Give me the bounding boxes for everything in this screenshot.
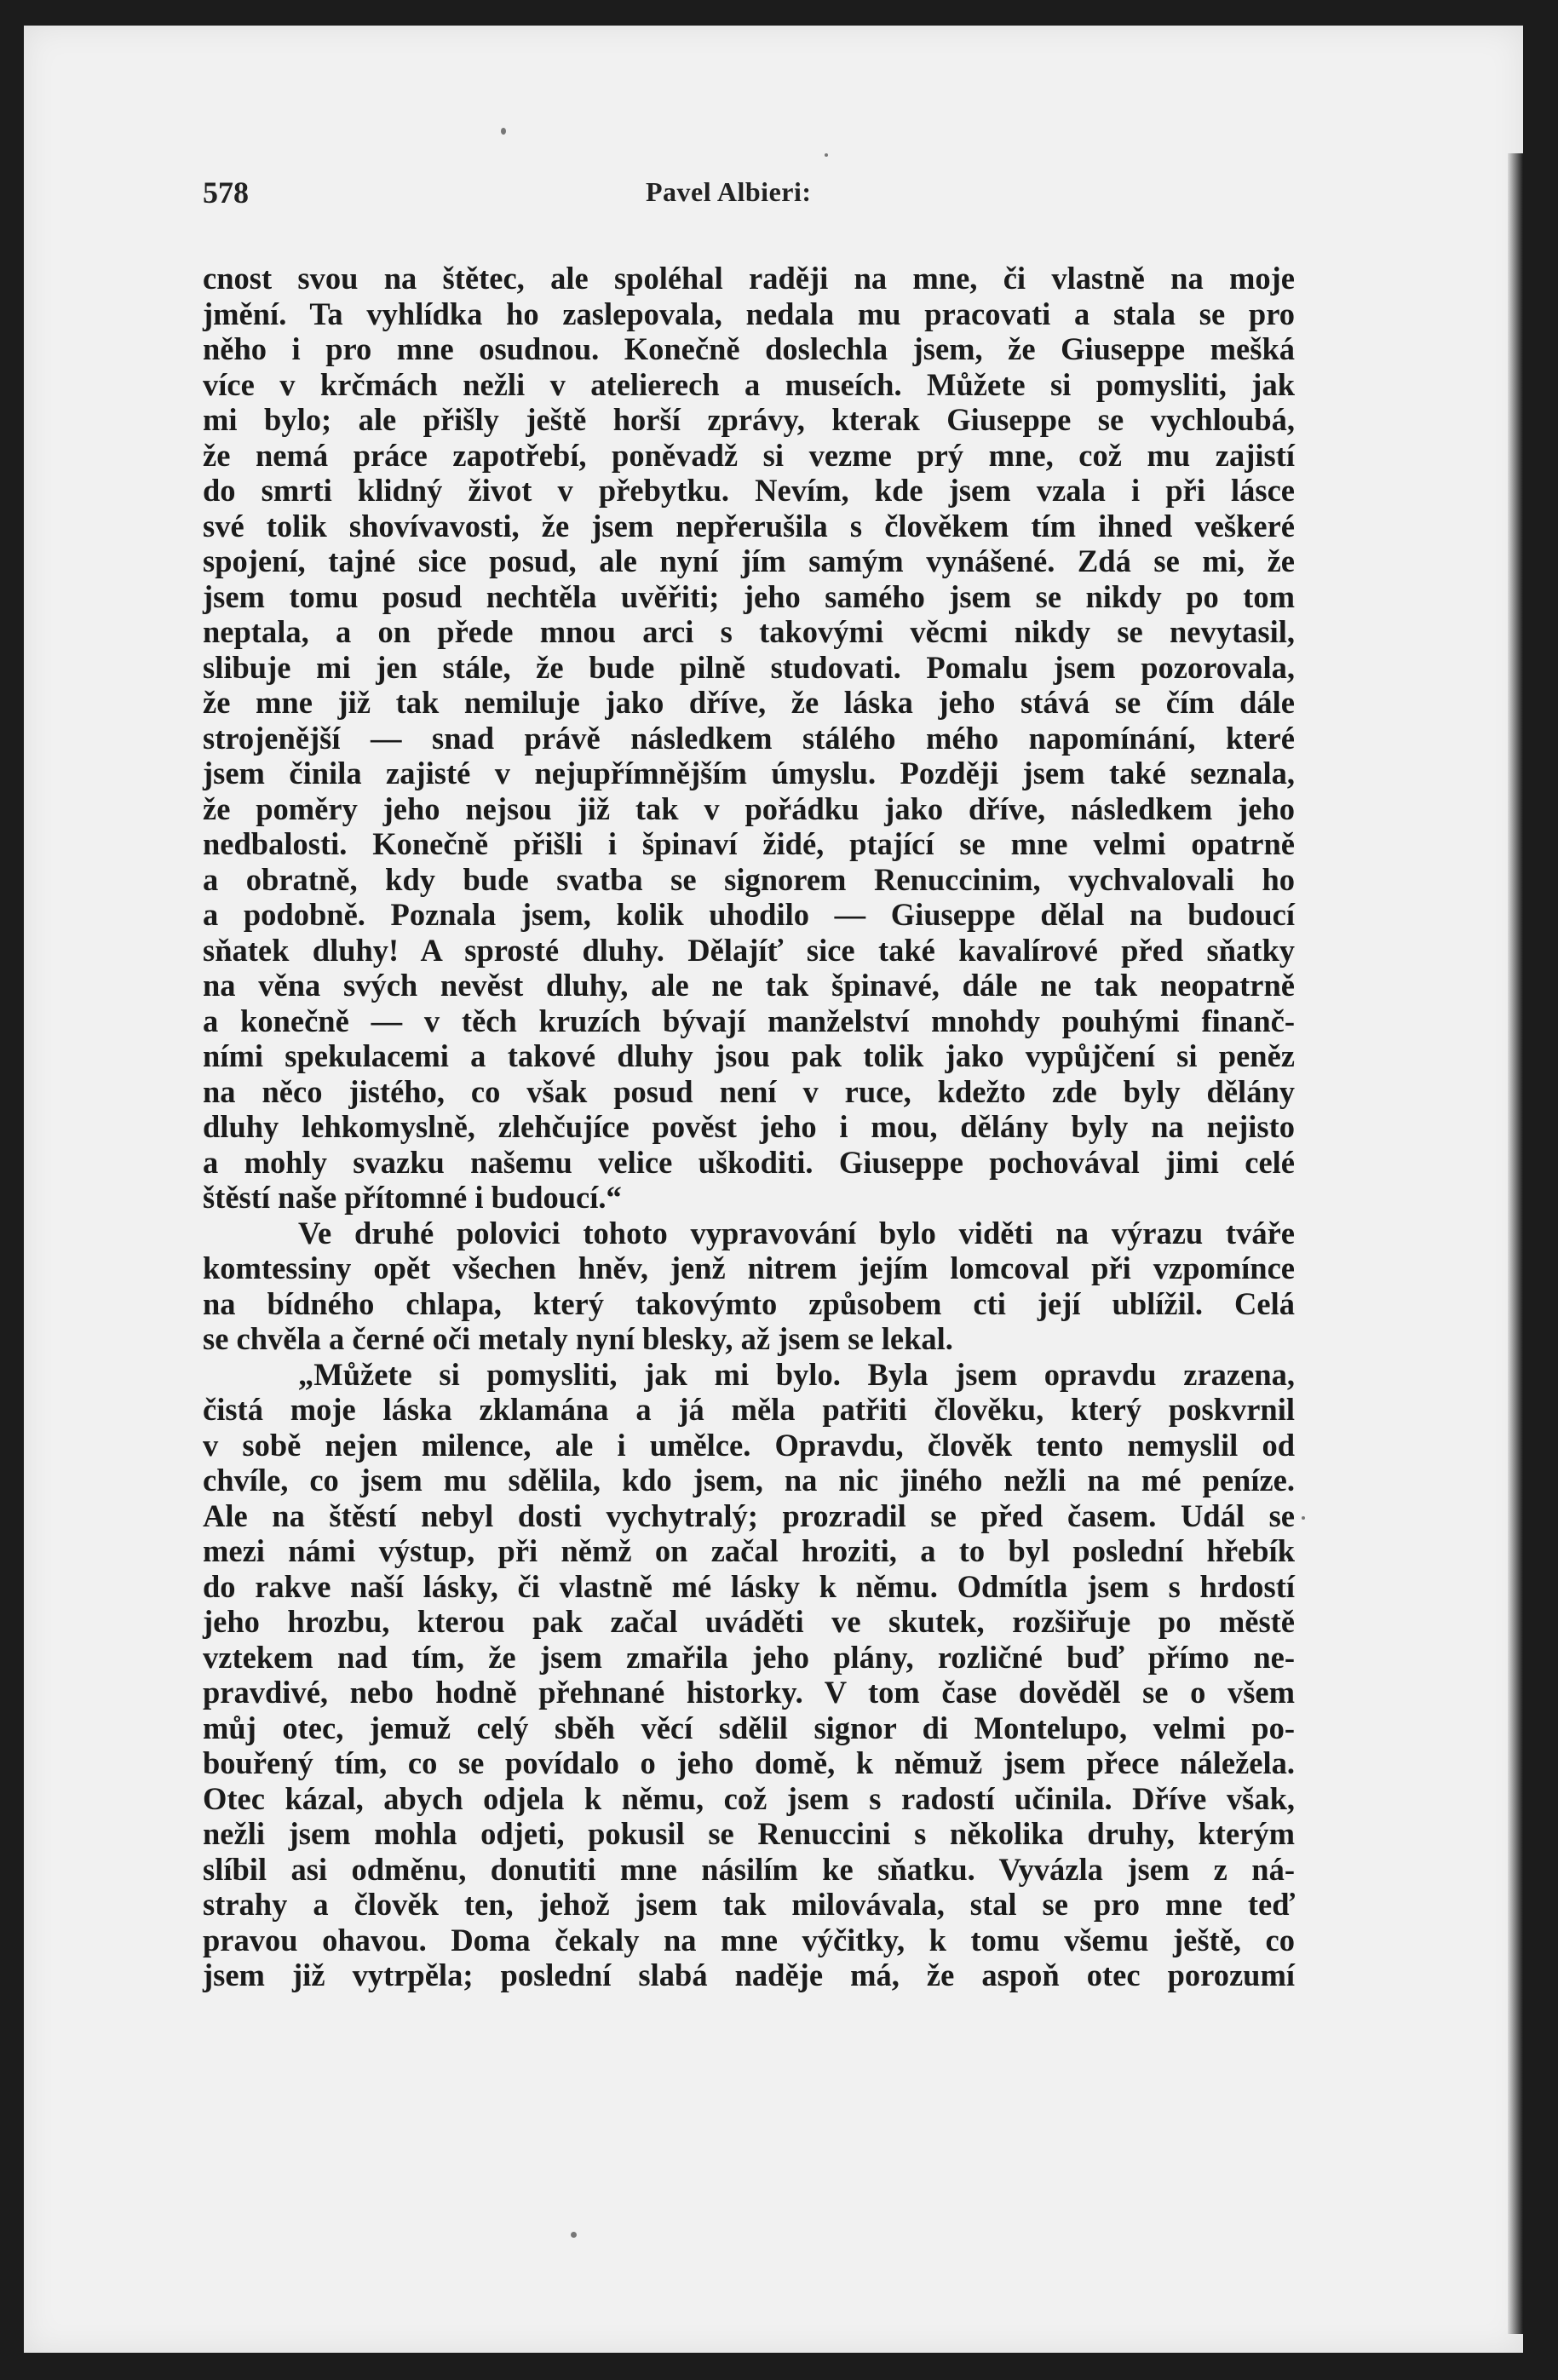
text-line: na bídného chlapa, který takovýmto způsobem cti její ublížil. Celá [203, 1285, 1295, 1321]
running-title: Pavel Albieri: [646, 176, 812, 207]
text-line: mi bylo; ale přišly ještě horší zprávy, kterak Giuseppe se vychloubá, [203, 402, 1295, 437]
text-line: komtessiny opět všechen hněv, jenž nitrem jejím lomcoval při vzpomínce [203, 1250, 1295, 1285]
text-line: že nemá práce zapotřebí, poněvadž si vezme prý mne, což mu zajistí [203, 437, 1295, 473]
text-line: vztekem nad tím, že jsem zmařila jeho plány, rozličné buď přímo ne- [203, 1639, 1295, 1675]
text-line: slíbil asi odměnu, donutiti mne násilím ke sňatku. Vyvázla jsem z ná- [203, 1851, 1295, 1887]
text-line: něho i pro mne osudnou. Konečně doslechla jsem, že Giuseppe mešká [203, 331, 1295, 366]
text-line: sňatek dluhy! A sprosté dluhy. Dělajíť sice také kavalírové před sňatky [203, 932, 1295, 968]
text-line: čistá moje láska zklamána a já měla patřiti člověku, který poskvrnil [203, 1392, 1295, 1427]
text-line: Ve druhé polovici tohoto vypravování bylo viděti na výrazu tváře [298, 1215, 1295, 1250]
dust-speck [501, 128, 506, 135]
text-line: bouřený tím, co se povídalo o jeho domě, k němuž jsem přece náležela. [203, 1745, 1295, 1780]
text-line: chvíle, co jsem mu sdělila, kdo jsem, na nic jiného nežli na mé peníze. [203, 1463, 1295, 1498]
text-line: jmění. Ta vyhlídka ho zaslepovala, nedala mu pracovati a stala se pro [203, 296, 1295, 331]
scan-edge-shadow [1508, 153, 1523, 2334]
text-line: a konečně — v těch kruzích bývají manželství mnohdy pouhými finanč- [203, 1003, 1295, 1038]
text-line: štěstí naše přítomné i budoucí.“ [203, 1180, 622, 1215]
text-line: že poměry jeho nejsou již tak v pořádku jako dříve, následkem jeho [203, 790, 1295, 826]
body-text [203, 261, 1295, 1993]
text-line: pravdivé, nebo hodně přehnané historky. V tom čase dověděl se o všem [203, 1675, 1295, 1710]
text-line: na věna svých nevěst dluhy, ale ne tak špinavé, dále ne tak neopatrně [203, 968, 1295, 1003]
dust-speck [1302, 1516, 1305, 1520]
text-line: a obratně, kdy bude svatba se signorem Renuccinim, vychvalovali ho [203, 861, 1295, 897]
text-line: spojení, tajné sice posud, ale nyní jím samým vynášené. Zdá se mi, že [203, 543, 1295, 578]
text-line: do smrti klidný život v přebytku. Nevím, kde jsem vzala i při lásce [203, 473, 1295, 508]
text-line: více v krčmách nežli v atelierech a museích. Můžete si pomysliti, jak [203, 366, 1295, 402]
text-line: dluhy lehkomyslně, zlehčujíce pověst jeho i mou, dělány byly na nejisto [203, 1109, 1295, 1144]
text-line: nedbalosti. Konečně přišli i špinaví židé, ptající se mne velmi opatrně [203, 826, 1295, 861]
text-line: jsem tomu posud nechtěla uvěřiti; jeho samého jsem se nikdy po tom [203, 578, 1295, 614]
text-line: že mne již tak nemiluje jako dříve, že láska jeho stává se čím dále [203, 685, 1295, 720]
text-line: a mohly svazku našemu velice uškoditi. Giuseppe pochovával jimi celé [203, 1144, 1295, 1180]
text-line: Ale na štěstí nebyl dosti vychytralý; prozradil se před časem. Udál se [203, 1498, 1295, 1533]
text-line: Otec kázal, abych odjela k němu, což jsem s radostí učinila. Dříve však, [203, 1780, 1295, 1816]
text-line: se chvěla a černé oči metaly nyní blesky, až jsem se lekal. [203, 1321, 953, 1356]
page-number: 578 [203, 175, 249, 210]
text-line: cnost svou na štětec, ale spoléhal raději na mne, či vlastně na moje [203, 261, 1295, 296]
text-line: strahy a člověk ten, jehož jsem tak milovávala, stal se pro mne teď [203, 1887, 1295, 1922]
text-line: nežli jsem mohla odjeti, pokusil se Renuccini s několika druhy, kterým [203, 1816, 1295, 1851]
running-head [203, 175, 1308, 217]
text-line: mezi námi výstup, při němž on začal hroziti, a to byl poslední hřebík [203, 1533, 1295, 1568]
text-line: své tolik shovívavosti, že jsem nepřerušila s člověkem tím ihned veškeré [203, 508, 1295, 543]
text-line: jsem činila zajisté v nejupřímnějším úmyslu. Později jsem také seznala, [203, 756, 1295, 790]
dust-speck [825, 153, 828, 157]
text-line: v sobě nejen milence, ale i umělce. Opravdu, člověk tento nemyslil od [203, 1427, 1295, 1463]
text-line: můj otec, jemuž celý sběh věcí sdělil signor di Montelupo, velmi po- [203, 1710, 1295, 1745]
text-line: na něco jistého, co však posud není v ruce, kdežto zde byly dělány [203, 1073, 1295, 1109]
text-line: strojenější — snad právě následkem stálého mého napomínání, které [203, 720, 1295, 756]
text-line: ními spekulacemi a takové dluhy jsou pak tolik jako vypůjčení si peněz [203, 1038, 1295, 1073]
dust-speck [571, 2232, 577, 2238]
text-line: pravou ohavou. Doma čekaly na mne výčitky, k tomu všemu ještě, co [203, 1922, 1295, 1957]
text-line: slibuje mi jen stále, že bude pilně studovati. Pomalu jsem pozorovala, [203, 649, 1295, 685]
text-line: „Můžete si pomysliti, jak mi bylo. Byla jsem opravdu zrazena, [298, 1356, 1295, 1392]
text-line: jeho hrozbu, kterou pak začal uváděti ve skutek, rozšiřuje po městě [203, 1604, 1295, 1639]
text-line: do rakve naší lásky, či vlastně mé lásky k němu. Odmítla jsem s hrdostí [203, 1568, 1295, 1604]
text-line: jsem již vytrpěla; poslední slabá naděje má, že aspoň otec porozumí [203, 1957, 1295, 1992]
text-line: neptala, a on přede mnou arci s takovými věcmi nikdy se nevytasil, [203, 614, 1295, 649]
text-line: a podobně. Poznala jsem, kolik uhodilo — Giuseppe dělal na budoucí [203, 897, 1295, 932]
